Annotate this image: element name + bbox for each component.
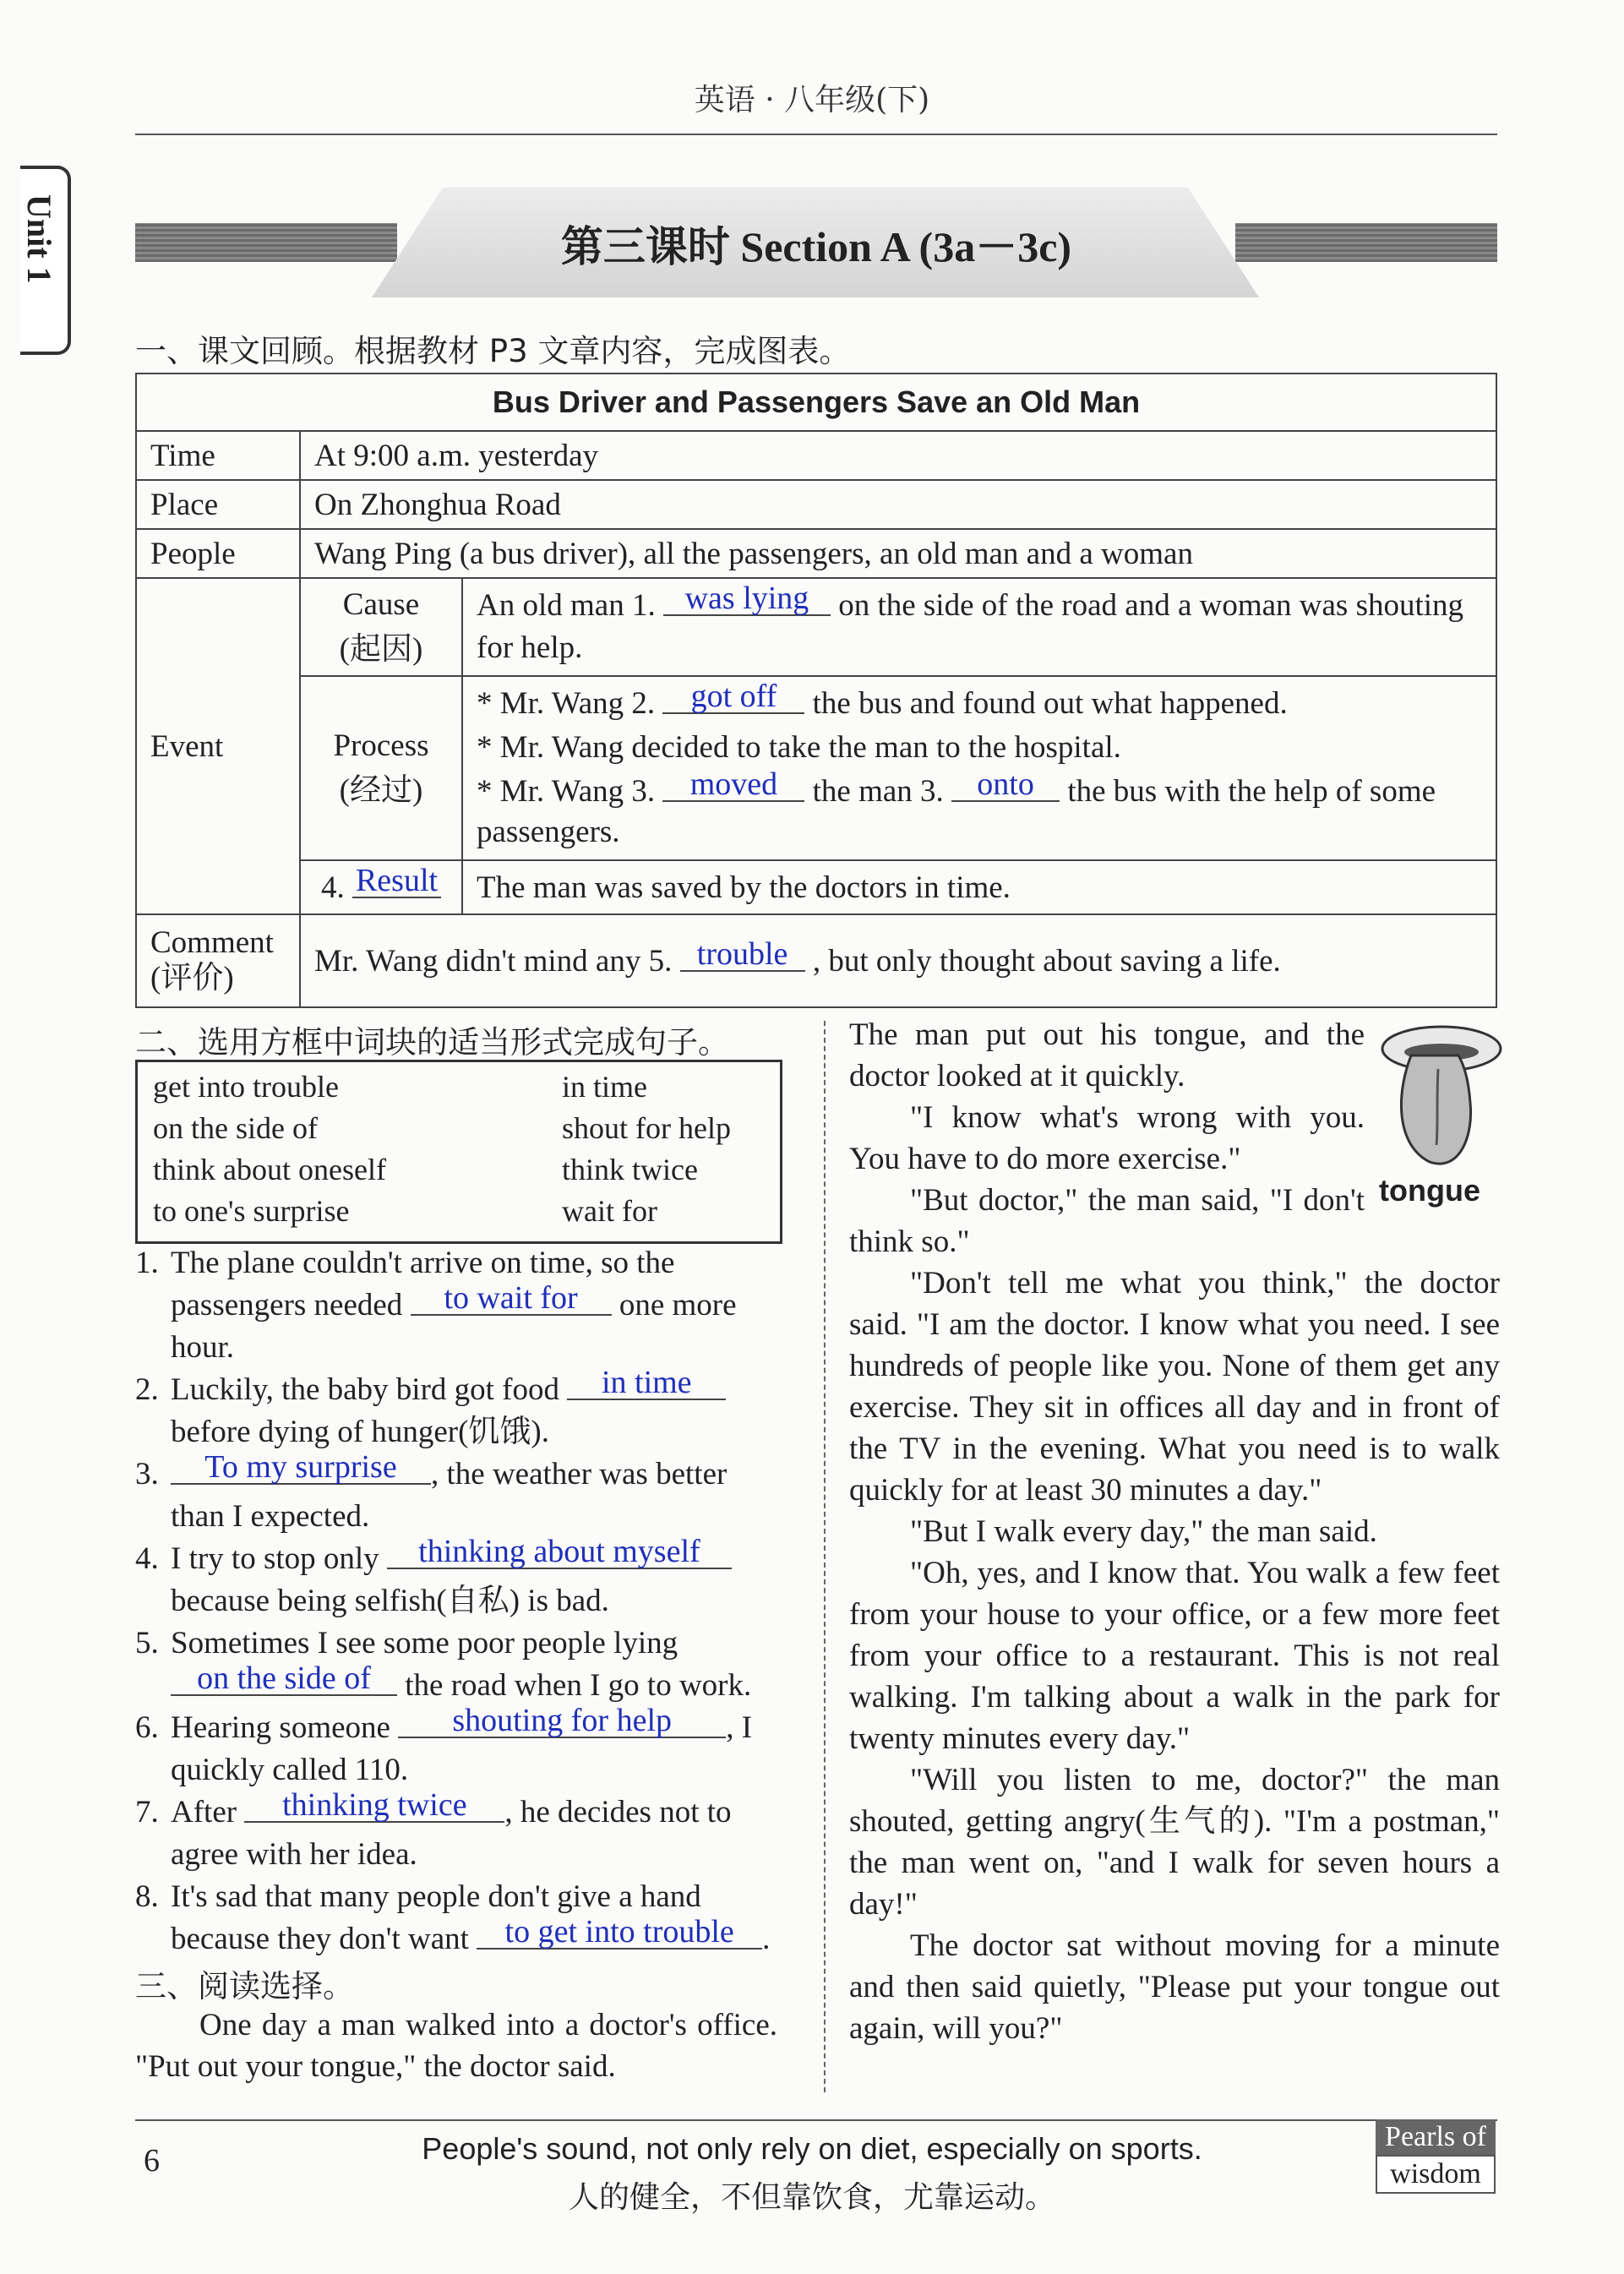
comment-label: Comment (150, 925, 274, 960)
phrase-box (135, 1060, 782, 1244)
part1-heading: 一、课文回顾。根据教材 P3 文章内容，完成图表。 (135, 333, 851, 369)
story-paragraph: "Will you listen to me, doctor?" the man shouted, getting angry(生气的). "I'm a postman," the man went on, "and I walk for seven hours a day!" (849, 1763, 1500, 1922)
exercise-1 (135, 1242, 777, 1369)
q1-b: one more hour. (171, 1288, 737, 1365)
page-number: 6 (144, 2143, 160, 2179)
running-title: 英语 · 八年级(下) (694, 83, 930, 117)
people-value: Wang Ping (a bus driver), all the passengers, an old man and a woman (300, 529, 1496, 578)
part2-heading: 二、选用方框中词块的适当形式完成句子。 (135, 1024, 729, 1061)
process-cell (300, 676, 462, 860)
q2-a: Luckily, the baby bird got food (171, 1372, 560, 1407)
q-text (135, 1787, 777, 1876)
comment-text (300, 914, 1496, 1007)
exercise-7 (135, 1787, 777, 1876)
q-text (135, 1876, 777, 1960)
answer-3a: moved (662, 768, 804, 802)
pearls-bottom: wisdom (1376, 2155, 1496, 2194)
exercise-5 (135, 1622, 777, 1707)
story-paragraph: "But doctor," the man said, "I don't think so." (849, 1183, 1365, 1259)
q-text (135, 1534, 777, 1622)
process-text (462, 676, 1496, 860)
q6-b: , I quickly called 110. (171, 1710, 753, 1787)
comment-cell (136, 914, 300, 1007)
answer-q5: on the side of (171, 1662, 397, 1696)
q3-b: , the weather was better than I expected. (171, 1457, 728, 1534)
column-divider (824, 1021, 826, 2092)
phrase-item: in time (562, 1070, 647, 1104)
q-number: 8. (135, 1879, 159, 1914)
process-zh: (经过) (339, 772, 423, 808)
unit-tab (20, 166, 71, 355)
time-label: Time (136, 431, 300, 480)
phrase-item: think about oneself (153, 1153, 386, 1186)
answer-q1: to wait for (411, 1282, 612, 1316)
exercise-6 (135, 1703, 777, 1791)
story-paragraph: "But I walk every day," the man said. (910, 1514, 1377, 1549)
answer-q3: To my surprise (171, 1451, 431, 1485)
answer-1: was lying (663, 582, 831, 616)
q6-a: Hearing someone (171, 1710, 390, 1745)
q8-a: It's sad that many people don't give a hand because they don't want (171, 1879, 701, 1956)
time-value: At 9:00 a.m. yesterday (300, 431, 1496, 480)
phrase-item: to one's surprise (153, 1194, 350, 1228)
process-bullet-2: * Mr. Wang decided to take the man to the hospital. (477, 730, 1121, 765)
answer-q2: in time (567, 1366, 726, 1400)
process-1-a: * Mr. Wang 2. (477, 686, 656, 721)
q-text (135, 1622, 777, 1707)
process-label: Process (333, 728, 429, 763)
q8-b: . (762, 1922, 771, 1956)
phrase-item: shout for help (562, 1111, 731, 1145)
exercise-3 (135, 1449, 777, 1538)
tongue-label: tongue (1379, 1173, 1480, 1208)
answer-q4: thinking about myself (387, 1535, 732, 1569)
q7-a: After (171, 1795, 237, 1830)
result-value: The man was saved by the doctors in time. (462, 860, 1496, 914)
header-rule (135, 134, 1497, 135)
pearls-of-wisdom-badge (1376, 2119, 1496, 2194)
q-number: 2. (135, 1372, 159, 1407)
part3-heading: 三、阅读选择。 (135, 1968, 354, 2004)
story-paragraph: The doctor sat without moving for a minute and then said quietly, "Please put your tongue out again, will you?" (849, 1928, 1500, 2046)
answer-5: trouble (680, 938, 805, 972)
process-3-b: the bus with the help of some passengers. (477, 774, 1436, 849)
q-text (135, 1242, 777, 1369)
proverb-chinese: 人的健全，不但靠饮食，尤靠运动。 (568, 2180, 1055, 2215)
pearls-top: Pearls of (1376, 2119, 1496, 2155)
people-label: People (136, 529, 300, 578)
comment-zh: (评价) (150, 961, 234, 995)
answer-q6: shouting for help (398, 1704, 726, 1738)
process-3-a: * Mr. Wang 3. (477, 774, 656, 809)
q5-a: Sometimes I see some poor people lying (171, 1626, 678, 1661)
phrase-item: on the side of (153, 1111, 318, 1145)
q-text (135, 1449, 777, 1538)
reading-intro: One day a man walked into a doctor's office. "Put out your tongue," the doctor said. (135, 2008, 777, 2084)
place-label: Place (136, 480, 300, 529)
q4-b: because being selfish(自私) is bad. (171, 1584, 609, 1618)
unit-tab-label: Unit 1 (20, 194, 58, 284)
exercise-8 (135, 1876, 777, 1960)
q2-b: before dying of hunger(饥饿). (171, 1415, 549, 1449)
q4-a: I try to stop only (171, 1541, 379, 1576)
comment-b: , but only thought about saving a life. (812, 943, 1281, 979)
cause-label: Cause (342, 586, 420, 622)
result-num: 4. (320, 870, 345, 905)
cause-zh: (起因) (339, 631, 423, 667)
process-1-b: the bus and found out what happened. (812, 686, 1288, 721)
chart-title: Bus Driver and Passengers Save an Old Man (136, 374, 1496, 431)
process-3-mid: the man 3. (812, 774, 944, 809)
process-bullet-1 (477, 679, 1482, 724)
answer-q8: to get into trouble (477, 1916, 762, 1950)
comment-a: Mr. Wang didn't mind any 5. (314, 943, 673, 979)
result-cell (300, 860, 462, 914)
q-number: 3. (135, 1457, 159, 1491)
cause-text (462, 578, 1496, 676)
q-text (135, 1365, 777, 1453)
q1-a: The plane couldn't arrive on time, so the passengers needed (171, 1246, 675, 1322)
cause-text-a: An old man 1. (477, 588, 656, 623)
story-chart (135, 373, 1497, 1008)
story-paragraph: The man put out his tongue, and the doctor looked at it quickly. (849, 1017, 1365, 1093)
q-number: 6. (135, 1710, 159, 1745)
answer-2: got off (662, 680, 804, 714)
q7-b: , he decides not to agree with her idea. (171, 1795, 732, 1872)
answer-4: Result (352, 864, 441, 898)
process-bullet-3 (477, 766, 1482, 853)
story-paragraph: "Oh, yes, and I know that. You walk a few feet from your house to your office, or a few more feet from your office to a restaurant. This is not real walking. I'm talking about a walk in the park for twenty minutes every day." (849, 1556, 1500, 1756)
phrase-item: wait for (562, 1194, 657, 1228)
answer-q7: thinking twice (244, 1789, 504, 1823)
footer-rule (135, 2119, 1497, 2121)
q-number: 4. (135, 1541, 159, 1576)
story-paragraph: "Don't tell me what you think," the doctor said. "I am the doctor. I know what you need. I see hundreds of people like you. None of them get any exercise. They sit in offices all day and in front of the TV in the evening. What you need is to walk quickly for at least 30 minutes a day." (849, 1266, 1500, 1508)
story-paragraph: "I know what's wrong with you. You have to do more exercise." (849, 1100, 1365, 1176)
proverb-english: People's sound, not only rely on diet, especially on sports. (422, 2131, 1202, 2166)
exercise-4 (135, 1534, 777, 1622)
q-text (135, 1703, 777, 1791)
lesson-title: 第三课时 Section A (3a－3c) (560, 223, 1072, 270)
q-number: 1. (135, 1246, 159, 1280)
q-number: 7. (135, 1795, 159, 1830)
event-label: Event (136, 578, 300, 914)
lesson-banner (135, 188, 1497, 297)
q5-b: the road when I go to work. (405, 1668, 752, 1703)
place-value: On Zhonghua Road (300, 480, 1496, 529)
cause-cell (300, 578, 462, 676)
answer-3b: onto (951, 768, 1060, 802)
reading-story (849, 1014, 1500, 2049)
exercise-2 (135, 1365, 777, 1453)
phrase-item: get into trouble (153, 1070, 339, 1104)
q-number: 5. (135, 1626, 159, 1661)
cause-text-b: on the side of the road and a woman was shouting for help. (477, 588, 1464, 665)
phrase-item: think twice (562, 1153, 698, 1186)
